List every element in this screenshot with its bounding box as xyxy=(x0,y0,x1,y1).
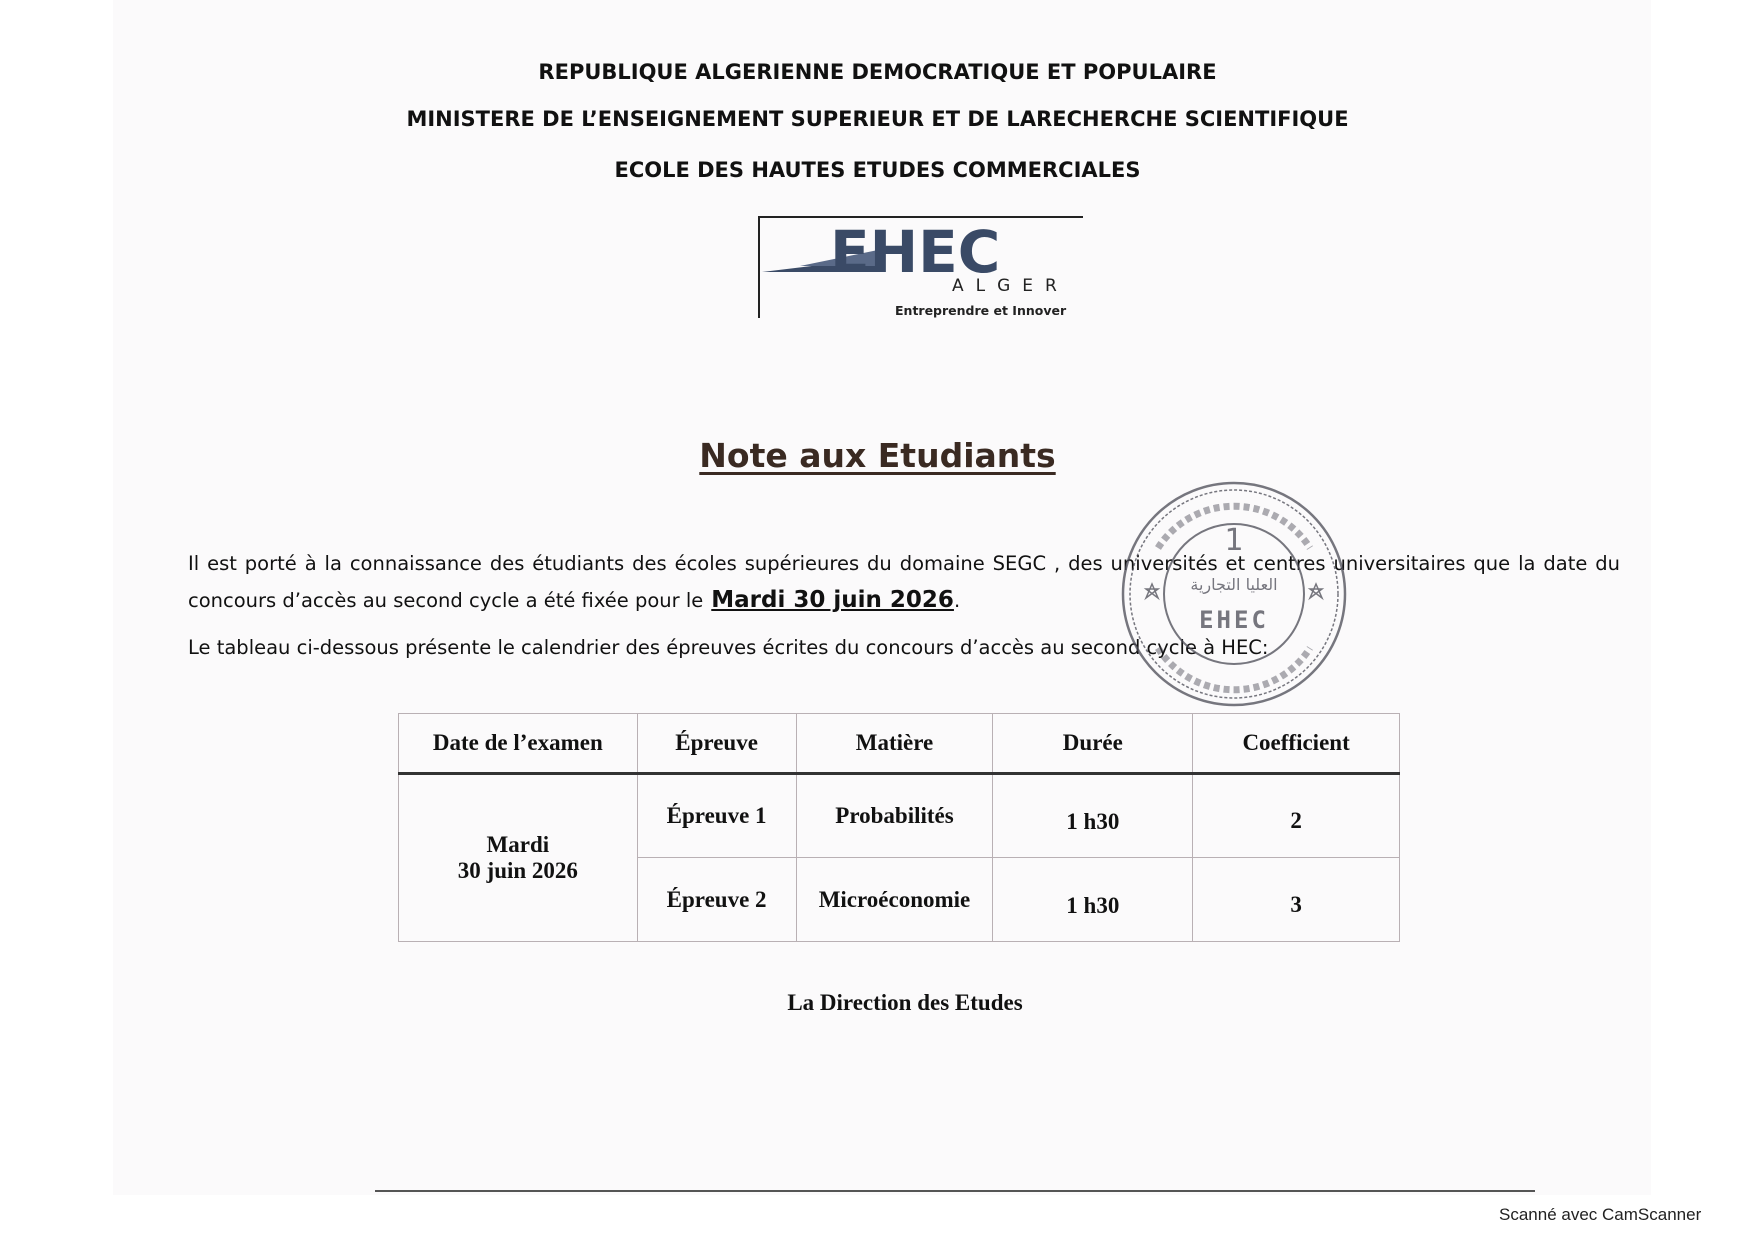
ehec-logo xyxy=(758,216,1083,320)
table-row xyxy=(399,774,1400,858)
logo-city: ALGER xyxy=(952,276,1069,296)
scanner-watermark: Scanné avec CamScanner xyxy=(1499,1205,1702,1224)
logo-tagline: Entreprendre et Innover xyxy=(895,303,1067,318)
header-date: Date de l’examen xyxy=(399,714,638,774)
exam-full-date: 30 juin 2026 xyxy=(457,858,578,883)
exam-day: Mardi xyxy=(486,832,550,857)
announcement-end: . xyxy=(953,589,961,612)
duree-cell: 1 h30 xyxy=(993,774,1193,858)
epreuve-cell: Épreuve 1 xyxy=(637,774,796,858)
ehec-wordmark-icon xyxy=(760,220,1080,278)
stamp-center-text: EHEC xyxy=(1199,606,1269,634)
schedule-intro-paragraph: Le tableau ci-dessous présente le calendrier des épreuves écrites du concours d’accès au second cycle à HEC: xyxy=(188,636,1269,659)
stamp-arabic-text: العليا التجارية xyxy=(1190,575,1278,594)
header-epreuve: Épreuve xyxy=(637,714,796,774)
exam-schedule-table xyxy=(398,713,1400,942)
header-school: ECOLE DES HAUTES ETUDES COMMERCIALES xyxy=(614,158,1141,182)
matiere-cell: Probabilités xyxy=(796,774,993,858)
logo-frame-horizontal xyxy=(758,216,1083,218)
logo-wordmark: EHEC xyxy=(830,220,1001,278)
coefficient-cell: 2 xyxy=(1193,774,1400,858)
announcement-text: Il est porté à la connaissance des étudiants des écoles supérieures du domaine SEGC , des universités et centres universitaires que la date du concours d’accès au second cycle a été fixée pour le xyxy=(188,552,1620,612)
official-stamp-icon xyxy=(1118,478,1350,710)
header-duree: Durée xyxy=(993,714,1193,774)
exam-date-highlight: Mardi 30 juin 2026 xyxy=(711,587,954,613)
page-edge-line xyxy=(375,1190,1535,1192)
header-ministry: MINISTERE DE L’ENSEIGNEMENT SUPERIEUR ET DE LARECHERCHE SCIENTIFIQUE xyxy=(406,107,1349,131)
exam-date-cell xyxy=(399,774,638,942)
matiere-cell: Microéconomie xyxy=(796,858,993,942)
signature: La Direction des Etudes xyxy=(787,990,1023,1015)
header-coefficient: Coefficient xyxy=(1193,714,1400,774)
page-title: Note aux Etudiants xyxy=(699,436,1056,475)
announcement-paragraph xyxy=(188,546,1620,619)
header-republic: REPUBLIQUE ALGERIENNE DEMOCRATIQUE ET POPULAIRE xyxy=(538,60,1217,84)
stamp-number: 1 xyxy=(1224,523,1244,558)
table-header-row xyxy=(399,714,1400,774)
duree-cell: 1 h30 xyxy=(993,858,1193,942)
header-matiere: Matière xyxy=(796,714,993,774)
coefficient-cell: 3 xyxy=(1193,858,1400,942)
epreuve-cell: Épreuve 2 xyxy=(637,858,796,942)
